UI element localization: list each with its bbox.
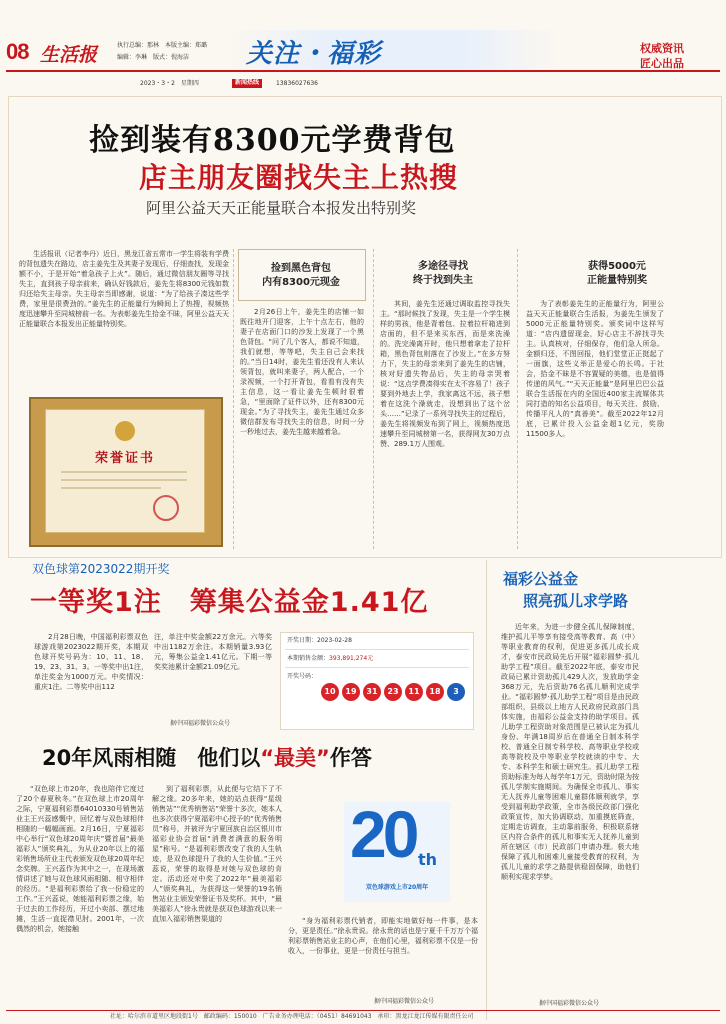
lottery-kicker: 双色球第2023022期开奖 <box>32 562 170 576</box>
issue-date: 2023・3・2 星期四 <box>140 80 199 87</box>
ticket-prize-label: 开奖号码： <box>287 673 318 680</box>
column-3-heading-l1: 获得5000元 <box>588 261 646 272</box>
column-3-text: 为了表彰姜先生的正能量行为，阿里公益天天正能量联合生活报，为姜先生颁发了5000元正能量特别奖。颁奖词中这样写道：“店内遗留现金，好心店主不辞找寻失主。认真核对，仔细保存，他们急人所急。金额归还，不图回报，他们堂堂正正挺起了一面旗，这些义举正是爱心的长鸣。于社会，拾金不昧是不容置疑的美德，也是值得传递的风气。”“天天正能量”是阿里巴巴公益联合生活报在内的全国近400家主流媒体共同打造的知名公益项目，每天关注、鼓励、传播平凡人的“真善美”。截至2022年12月底，已累计投入公益金超1亿元，奖励11500多人。 <box>526 300 664 438</box>
feature-headline-pre: 20年风雨相随 他们以 <box>42 746 261 770</box>
masthead-rule <box>6 70 720 72</box>
section-title: 关注・福彩 <box>246 39 382 69</box>
column-2 <box>373 249 514 549</box>
top-story-lead: 生活报讯（记者李丹）近日，黑龙江省五常市一学生将装有学费的背包遗失在路边，店主姜先生及其妻子发现后，仔细查找，发现金额不小，于是开始“着急孩子上火”。随后，通过微信朋友圈等寻找失主，直到孩子母亲前来，确认好钱款后，姜先生将8300元钱如数归还给失主母亲。失主母亲当即感谢，说道：“为了给孩子凑这些学费，家里是很费劲的。”姜先生的正能量行为瞬间上了热搜，视频热度迅速攀升至同城榜前一名。为表彰姜先生拾金不昧，阿里公益天天正能量联合本报发出正能量特别奖。 <box>19 250 229 328</box>
footer-rule <box>6 1010 720 1011</box>
feature-section <box>8 740 480 1020</box>
anniversary-logo-suffix: th <box>418 850 438 869</box>
feature-headline-quote: “最美” <box>260 746 330 770</box>
honor-certificate-image <box>29 397 223 547</box>
ticket-date: 2023-02-28 <box>317 637 352 644</box>
feature-col-3: “身为福利彩票代销者，即能实地做好每一件事，是本分，更是责任。”徐永贵说。徐永贵的话也是宁夏千千万万个福利彩票销售站业主的心声，在他们心里，福利彩票不仅是一份收入，一份事业，更是一份责任与担当。 <box>288 917 478 955</box>
side-heading-l2: 照亮孤儿求学路 <box>523 592 629 610</box>
ticket-date-label: 开奖日期： <box>287 637 318 644</box>
footer-text: 社址：哈尔滨市道里区地段街1号 邮政编码：150010 广告业务办理电话：（0451）84691043 承印：黑龙江龙江传媒有限责任公司 <box>110 1013 474 1020</box>
ticket-sales-label: 本期销售金额： <box>287 655 330 662</box>
paper-name: 生活报 <box>40 44 98 66</box>
red-ball: 18 <box>426 683 444 701</box>
red-ball: 10 <box>321 683 339 701</box>
top-story-subheadline: 店主朋友圈找失主上热搜 <box>139 161 459 194</box>
top-story-headline: 捡到装有8300元学费背包 <box>89 123 456 158</box>
lottery-source: 据中国福彩微信公众号 <box>170 720 231 727</box>
feature-source: 据中国福彩微信公众号 <box>374 998 435 1005</box>
slogan-line-2: 匠心出品 <box>640 57 684 70</box>
red-ball: 11 <box>405 683 423 701</box>
column-2-text: 其间，姜先生还通过调取监控寻找失主。“那时候找了发现，失主是一个学生模样的男孩，他是背着包、拉着拉杆箱进到店面的，但不是来买东西，而是来洗澡的。洗完澡离开时，他只想着拿走了拉杆箱，黑色背包则落在了沙发上。”在多方努力下，失主的母亲来到了姜先生的店铺，核对好遗失物品后，失主的母亲哭着说：“这点学费凑得实在太不容易了！孩子要到外地去上学，我家离这不远，孩子想着在这洗个澡就走，没想到出了这个岔头……”记录了一系列寻找失主的过程后，姜先生将视频发布到了网上，视频热度迅速攀升至同城榜第一名，获得网友30万点赞、289.1万人围观。 <box>380 300 510 448</box>
column-1-heading-l2: 内有8300元现金 <box>262 277 340 288</box>
column-1 <box>233 249 369 549</box>
red-ball: 31 <box>363 683 381 701</box>
certificate-seal <box>153 495 179 521</box>
hotline-label: 新闻热线 <box>232 79 262 88</box>
feature-col-2: 到了福利彩票，从此便与它结下了不解之缘。20多年来，她的站点获得“星级销售站”“优秀销售站”荣誉十多次，她本人也多次获得宁夏福彩中心授予的“优秀销售员”称号，并被评为宁夏回族自治区银川市福彩业协会首届“消费者满意的服务明星”称号。“是福利彩票改变了我的人生轨迹，是双色球提升了我的人生价值。”王兴蕊说，荣誉的取得是对她与双色球的肯定。活动还对中奖了2022年“最美福彩人”颁奖典礼，为获得这一荣誉的19名销售站业主颁发荣誉证书及奖杯。其中，“最美福彩人”徐永贵就是获双色球游戏以来一直加入福彩销售渠道的 <box>152 785 282 923</box>
side-text: 近年来，为进一步健全孤儿保障制度，维护孤儿平等享有接受高等教育、高（中）等职业教育的权利，促进更多孤儿成长成才，泰安市民政局先后开展“福彩圆梦·孤儿助学工程”项目。截至2022年底，泰安市民政局已累计资助孤儿429人次，发放助学金368万元，先后资助76名孤儿顺利完成学业。“福彩圆梦·孤儿助学工程”项目是由民政部组织，县级以上地方人民政府民政部门具体实施，由福彩公益金支持的助学项目。孤儿助学工程资助对象范围是已被认定为孤儿身份、年满18周岁后在普通全日制本科学校、普通全日制专科学校、高等职业学校或高等院校及中等职业学校就读的中专、大专、本科学生和硕士研究生。孤儿助学工程资助标准为每人每学年1万元，资助时限为按孤儿学制实施期间。为确保全市孤儿、事实无人抚养儿童等困难儿童群体顺利就学，享受到福利助学政策，全市各级民政部门强化政策宣传，加大协调联动，加重摸底筛查，定期走访调查，主动靠前服务，积极联系辖区内符合条件的孤儿和事实无人抚养儿童到所在辖区（市）民政部门申请办理。极大地保障了孤儿和困难儿童接受教育的权利，为孤儿儿童的求学之路提供稳固保障，助他们顺利实现求学梦。 <box>501 623 639 881</box>
column-3 <box>517 249 716 549</box>
feature-col-1: “双色球上市20年，我也陪伴它度过了20个春夏秋冬。”在双色球上市20周年之际，宁夏福利彩票64010330号销售站业主王兴蕊感慨中，回忆着与双色球相伴相随的一幅幅画面。2月16日，宁夏福彩中心举行“双色球20周年庆”暨首届“最美福彩人”颁奖典礼，为从业20年以上的福彩销售场所业主代表颁发双色球20周年纪念奖牌。王兴蕊作为其中之一，在现场激情讲述了她与双色球风雨相随、相守相伴的经历。“是福利彩票给了我一份稳定的工作。”王兴蕊说，她能福利彩票之缘，始于过去的工作经历，开过小卖部、摆过地摊，生活一直捉襟见肘。2001年，一次偶然的机会，她接触 <box>16 785 144 933</box>
lottery-text-a: 2月28日晚，中国福利彩票双色球游戏第2023022期开奖，本期双色球开奖号码为：10、11、18、19、23、31、3。一等奖中出1注，单注奖金为1000万元。中奖情况：重庆1注。二等奖中出112 <box>34 633 148 691</box>
side-source: 据中国福彩微信公众号 <box>539 1000 600 1007</box>
editor-line-2: 编辑：李琳 版式：倪海洁 <box>117 54 190 61</box>
top-story-deck: 阿里公益天天正能量联合本报发出特别奖 <box>146 199 417 217</box>
feature-headline-post: 作答 <box>329 746 372 770</box>
slogan-line-1: 权威资讯 <box>640 42 684 55</box>
feature-headline <box>42 742 372 772</box>
masthead <box>0 0 726 92</box>
anniversary-logo-caption: 双色球游戏上市20周年 <box>365 884 429 891</box>
column-1-heading-l1: 捡到黑色背包 <box>271 263 331 274</box>
column-2-heading-l1: 多途径寻找 <box>418 261 468 272</box>
lottery-ticket-panel <box>280 632 474 730</box>
top-story <box>8 96 722 558</box>
column-1-text: 2月26日上午，姜先生的店铺一如既往地开门迎客，上午十点左右，他的妻子在店面门口的沙发上发现了一个黑色背包。“问了几个客人，都说不知道，我们就想，等等吧，失主自己会来找的。”当日14时，姜先生看还没有人来认领背包，就叫来妻子，两人配合，一个录视频，一个打开背包，看看有没有失主信息，这一看让姜先生顿时很着急，“里面除了证件以外，还有8300元现金。”为了寻找失主，姜先生通过众多微信群发布寻找失主的信息，时间一分一秒地过去，姜先生越来越着急。 <box>240 308 364 436</box>
hotline-number: 13836027636 <box>276 80 318 87</box>
column-2-heading-l2: 终于找到失主 <box>413 275 473 286</box>
blue-ball: 3 <box>447 683 465 701</box>
certificate-emblem <box>115 421 135 441</box>
page-number: 08 <box>6 39 29 64</box>
red-ball: 19 <box>342 683 360 701</box>
winning-balls <box>321 683 471 705</box>
anniversary-logo <box>344 797 450 902</box>
column-3-heading-l2: 正能量特别奖 <box>587 275 647 286</box>
side-heading-l1: 福彩公益金 <box>503 570 579 588</box>
editor-line-1: 执行总编：那林 本版主编：郑璐 <box>117 42 208 49</box>
lottery-text-b: 注，单注中奖金额22万余元。六等奖中出1182万余注。本期销量3.93亿元，筹集公益金1.41亿元。下期一等奖奖池累计金额21.09亿元。 <box>154 633 272 671</box>
side-column <box>486 560 721 1020</box>
lottery-section <box>8 558 480 738</box>
ticket-sales: 393,891,274元 <box>329 655 374 662</box>
certificate-title: 荣誉证书 <box>94 451 155 466</box>
red-ball: 23 <box>384 683 402 701</box>
anniversary-logo-numeral: 20 <box>350 797 416 871</box>
lottery-headline: 一等奖1注 筹集公益金1.41亿 <box>30 587 429 618</box>
